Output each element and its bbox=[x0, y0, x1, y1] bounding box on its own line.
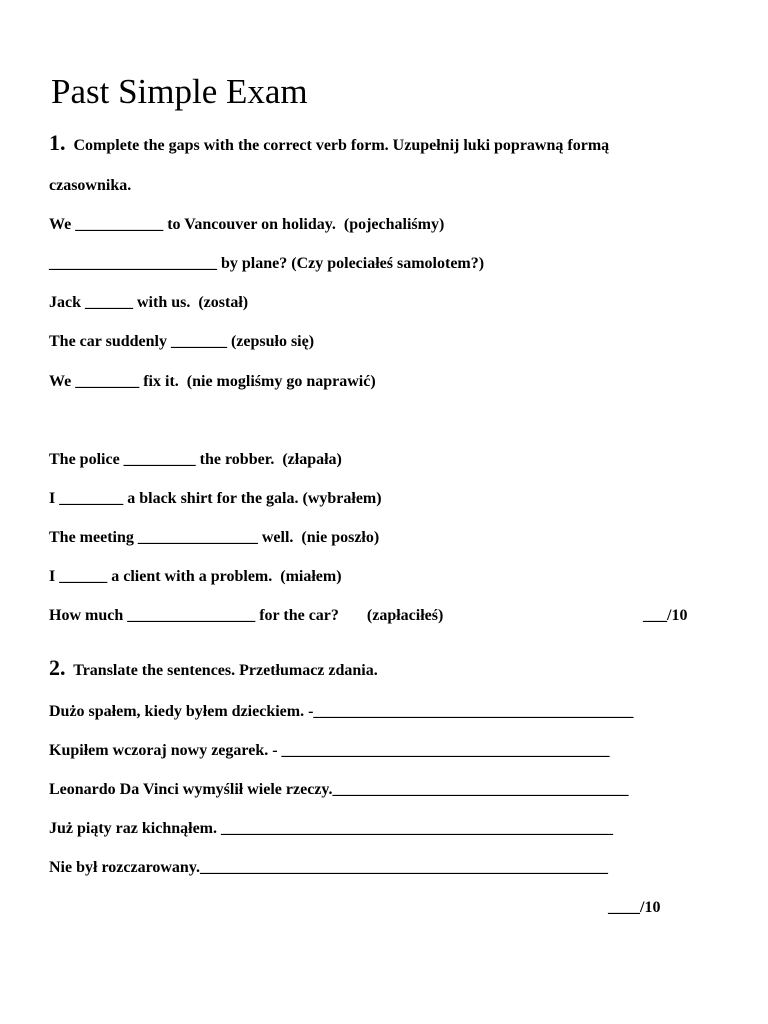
section-1-number: 1. bbox=[49, 130, 66, 155]
translation-item: Kupiłem wczoraj nowy zegarek. - _________________________________________ bbox=[49, 742, 610, 759]
exercise-item: I ________ a black shirt for the gala. (wybrałem) bbox=[49, 490, 382, 507]
exercise-item: I ______ a client with a problem. (miałem) bbox=[49, 568, 342, 585]
exercise-item: _____________________ by plane? (Czy poleciałeś samolotem?) bbox=[49, 255, 485, 272]
page-title: Past Simple Exam bbox=[51, 72, 308, 111]
section-2-instruction bbox=[49, 655, 378, 681]
section-1-instruction-line1: Complete the gaps with the correct verb form. Uzupełnij luki poprawną formą bbox=[73, 137, 610, 154]
translation-item: Leonardo Da Vinci wymyślił wiele rzeczy._____________________________________ bbox=[49, 781, 629, 798]
exercise-item: We ________ fix it. (nie mogliśmy go naprawić) bbox=[49, 373, 376, 390]
exercise-item: We ___________ to Vancouver on holiday. (pojechaliśmy) bbox=[49, 216, 445, 233]
exercise-item: The meeting _______________ well. (nie poszło) bbox=[49, 529, 380, 546]
section-1-score: ___/10 bbox=[643, 607, 688, 624]
section-2-number: 2. bbox=[49, 655, 66, 680]
exercise-item: The car suddenly _______ (zepsuło się) bbox=[49, 333, 315, 350]
section-2-score: ____/10 bbox=[608, 899, 661, 916]
exercise-item: How much ________________ for the car? (zapłaciłeś) bbox=[49, 607, 444, 624]
translation-item: Już piąty raz kichnąłem. _________________________________________________ bbox=[49, 820, 613, 837]
section-1-instruction-line2: czasownika. bbox=[49, 177, 132, 194]
translation-item: Dużo spałem, kiedy byłem dzieckiem. -________________________________________ bbox=[49, 703, 634, 720]
exercise-item: The police _________ the robber. (złapała) bbox=[49, 451, 342, 468]
exercise-item: Jack ______ with us. (został) bbox=[49, 294, 249, 311]
section-2-instruction-text: Translate the sentences. Przetłumacz zdania. bbox=[73, 662, 378, 679]
section-1-instruction bbox=[49, 130, 610, 156]
translation-item: Nie był rozczarowany.___________________________________________________ bbox=[49, 859, 608, 876]
